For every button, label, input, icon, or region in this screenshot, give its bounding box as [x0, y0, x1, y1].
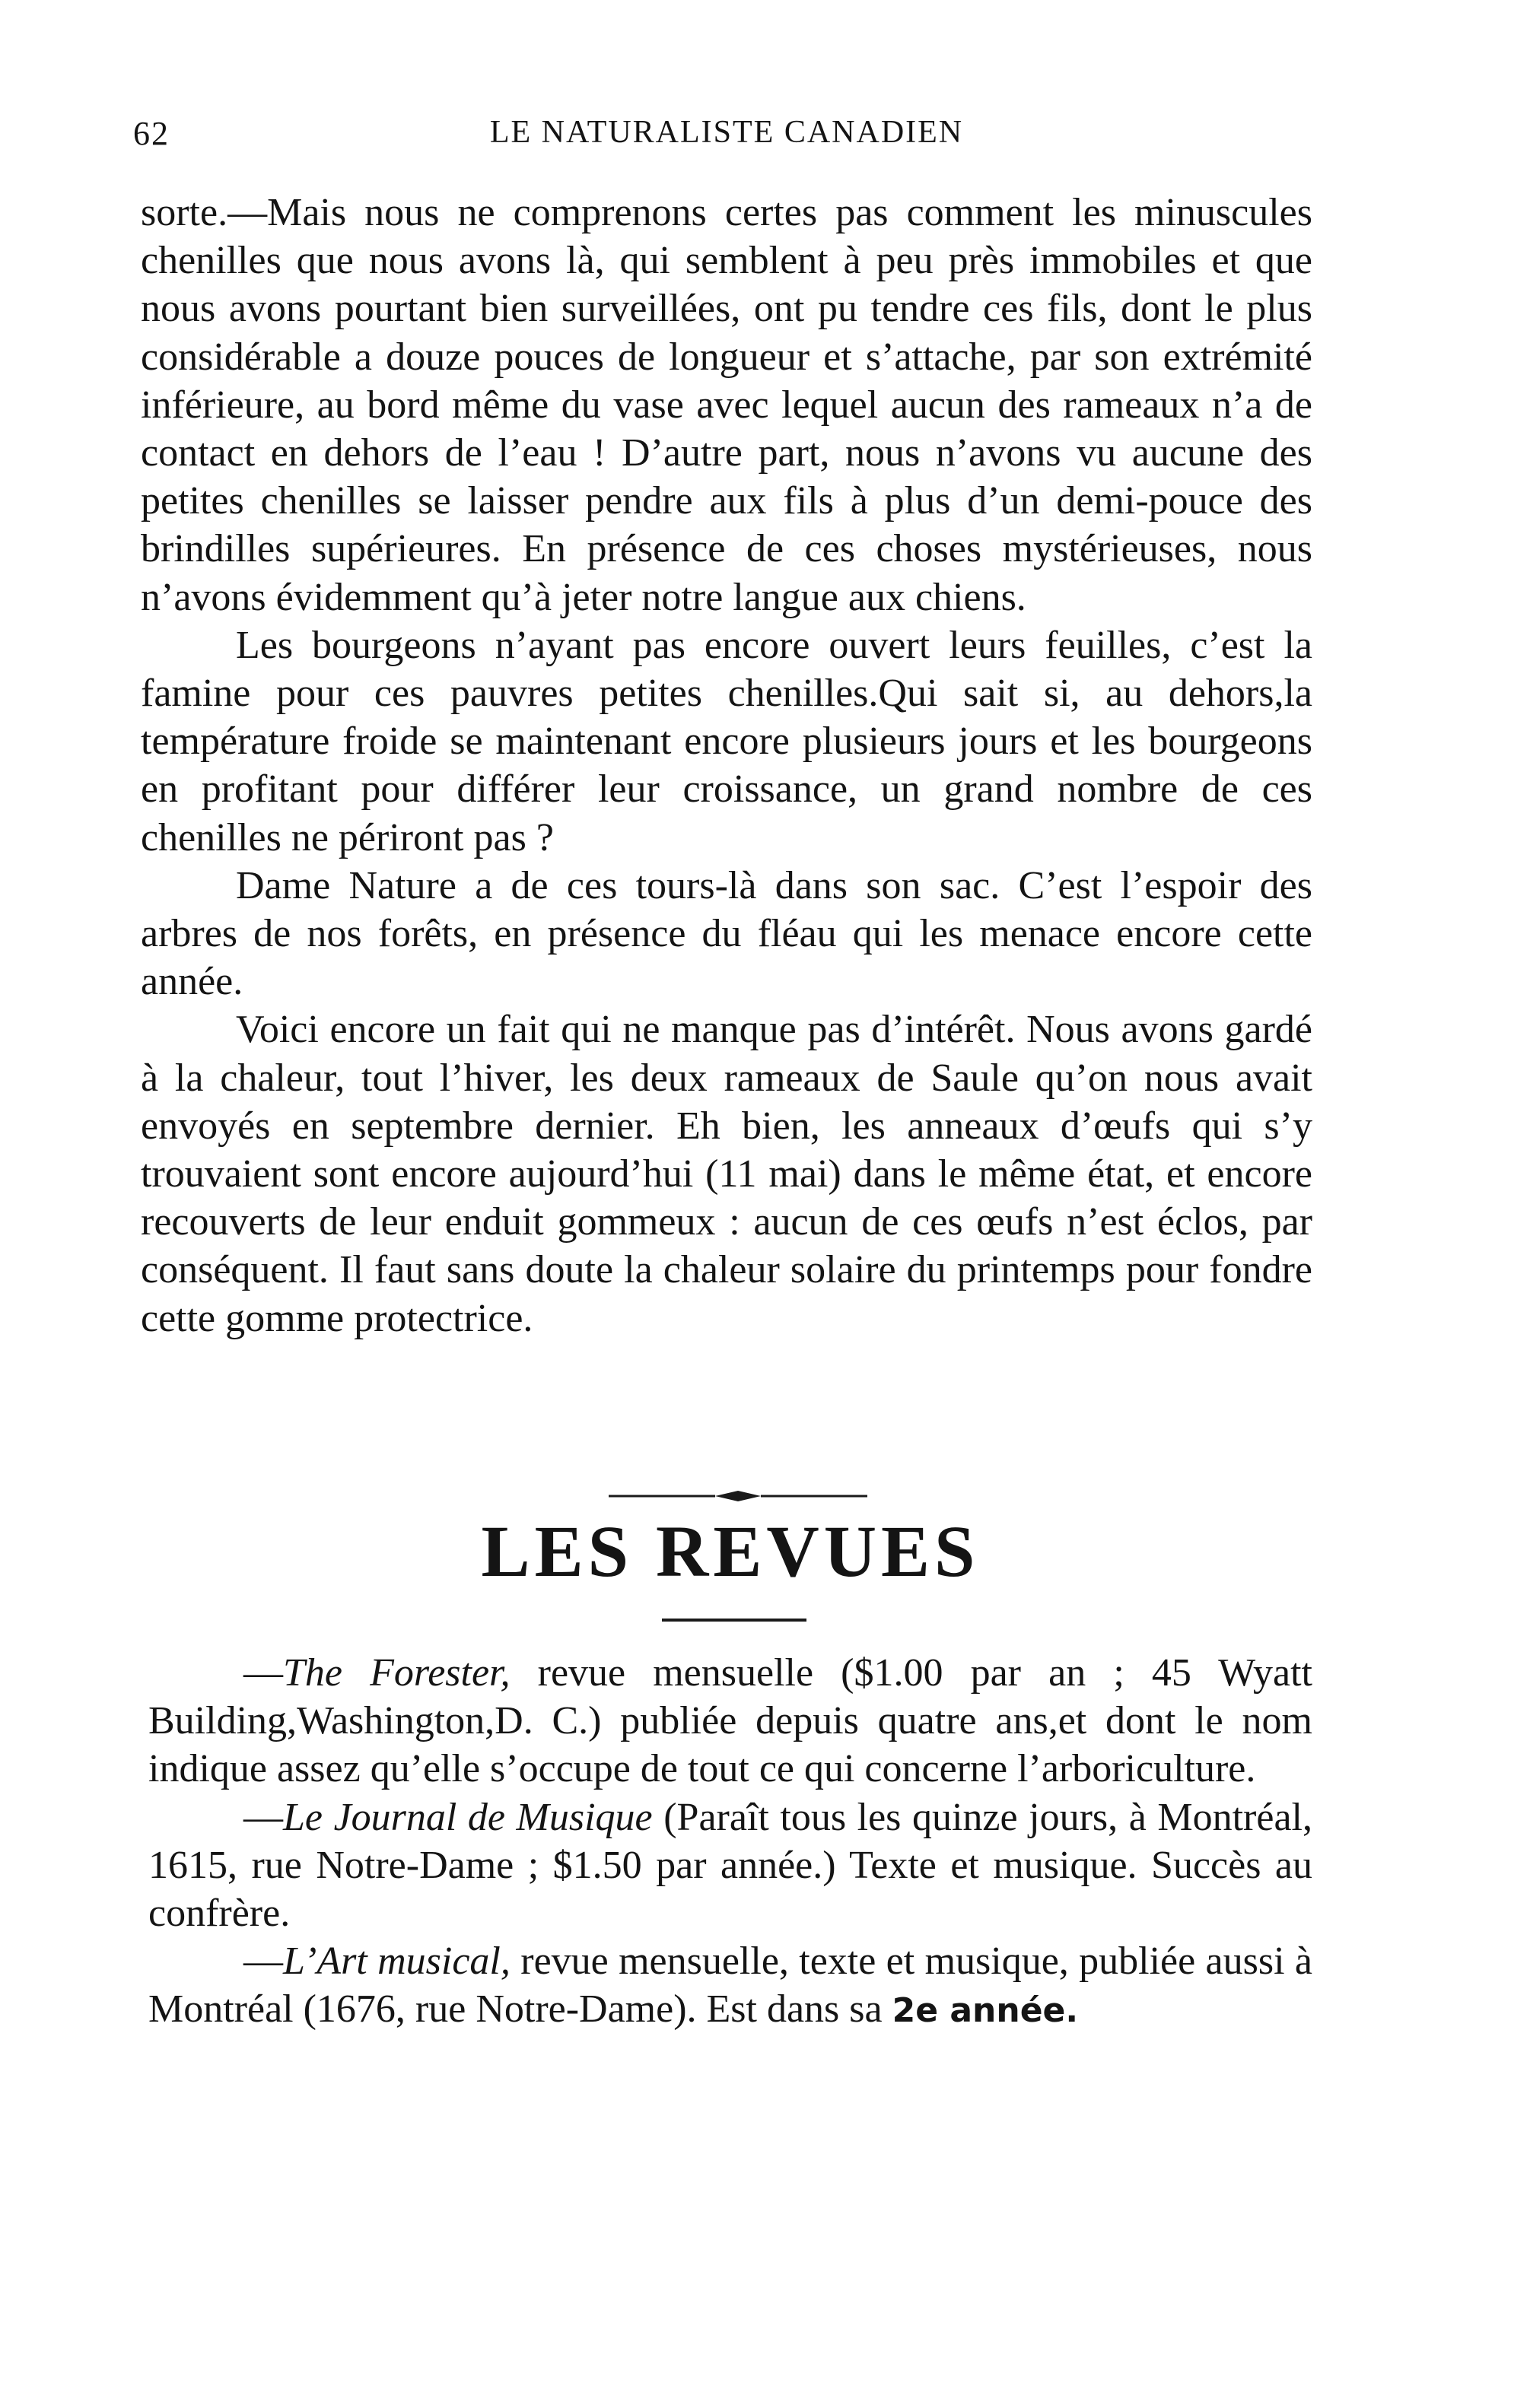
review-dash: — [243, 1939, 283, 1984]
review-entry [148, 1649, 1312, 1793]
review-text: (Paraît tous les quinze jours, à Montréal, 1615, rue Notre-Dame ; $1.50 par année.) Texte et musique. Succès au confrère. [148, 1795, 1312, 1936]
paragraph: Les bourgeons n’ayant pas encore ouvert leurs feuilles, c’est la famine pour ces pauvres petites chenilles.Qui sait si, au dehors,la température froide se maintenant encore plusieurs jours et les bourgeons en profitant pour différer leur croissance, un grand nombre de ces chenilles ne périront pas ? [141, 623, 1312, 859]
review-dash: — [243, 1651, 283, 1695]
paragraph: Dame Nature a de ces tours-là dans son sac. C’est l’espoir des arbres de nos forêts, en présence du fléau qui les menace encore cette année. [141, 863, 1312, 1004]
review-entry [148, 1937, 1312, 2035]
section-title: LES REVUES [481, 1511, 980, 1592]
review-title: L’Art musical, [283, 1939, 511, 1984]
review-title: Le Journal de Musique [283, 1795, 653, 1839]
article-body [141, 189, 1312, 1342]
paragraph: Voici encore un fait qui ne manque pas d’intérêt. Nous avons gardé à la chaleur, tout l’hiver, les deux rameaux de Saule qu’on nous avait envoyés en septembre dernier. Eh bien, les anneaux d’œufs qui s’y trouvaient sont encore aujourd’hui (11 mai) dans le même état, et encore recouverts de leur enduit gommeux : aucun de ces œufs n’est éclos, par conséquent. Il faut sans doute la chaleur solaire du printemps pour fondre cette gomme protectrice. [141, 1008, 1312, 1340]
review-entry [148, 1793, 1312, 1938]
page-number: 62 [133, 115, 170, 152]
review-dash: — [243, 1795, 283, 1839]
title-underline-rule [662, 1619, 806, 1622]
review-tail: 2e année. [892, 1991, 1079, 2031]
paragraph: sorte.—Mais nous ne comprenons certes pas comment les minuscules chenilles que nous avons là, qui semblent à peu près immobiles et que nous avons pourtant bien surveillées, ont pu tendre ces fils, dont le plus considérable a douze pouces de longueur et s’attache, par son extrémité inférieure, au bord même du vase avec lequel aucun des rameaux n’a de contact en dehors de l’eau ! D’autre part, nous n’avons vu aucune des petites chenilles se laisser pendre aux fils à plus d’un demi-pouce des brindilles supérieures. En présence de ces choses mystérieuses, nous n’avons évidemment qu’à jeter notre langue aux chiens. [141, 191, 1312, 619]
review-title: The Forester, [283, 1651, 511, 1695]
page-header [133, 114, 1320, 160]
reviews-list [148, 1649, 1312, 2035]
running-title: LE NATURALISTE CANADIEN [489, 115, 964, 150]
section-divider-ornament [609, 1487, 867, 1505]
review-text: revue mensuelle ($1.00 par an ; 45 Wyatt Building,Washington,D. C.) publiée depuis quatre ans,et dont le nom indique assez qu’elle s’occupe de tout ce qui concerne l’arboriculture. [148, 1651, 1313, 1791]
review-text: revue mensuelle, texte et musique, publiée aussi à Montréal (1676, rue Notre-Dame). Est dans sa [148, 1939, 1312, 2032]
